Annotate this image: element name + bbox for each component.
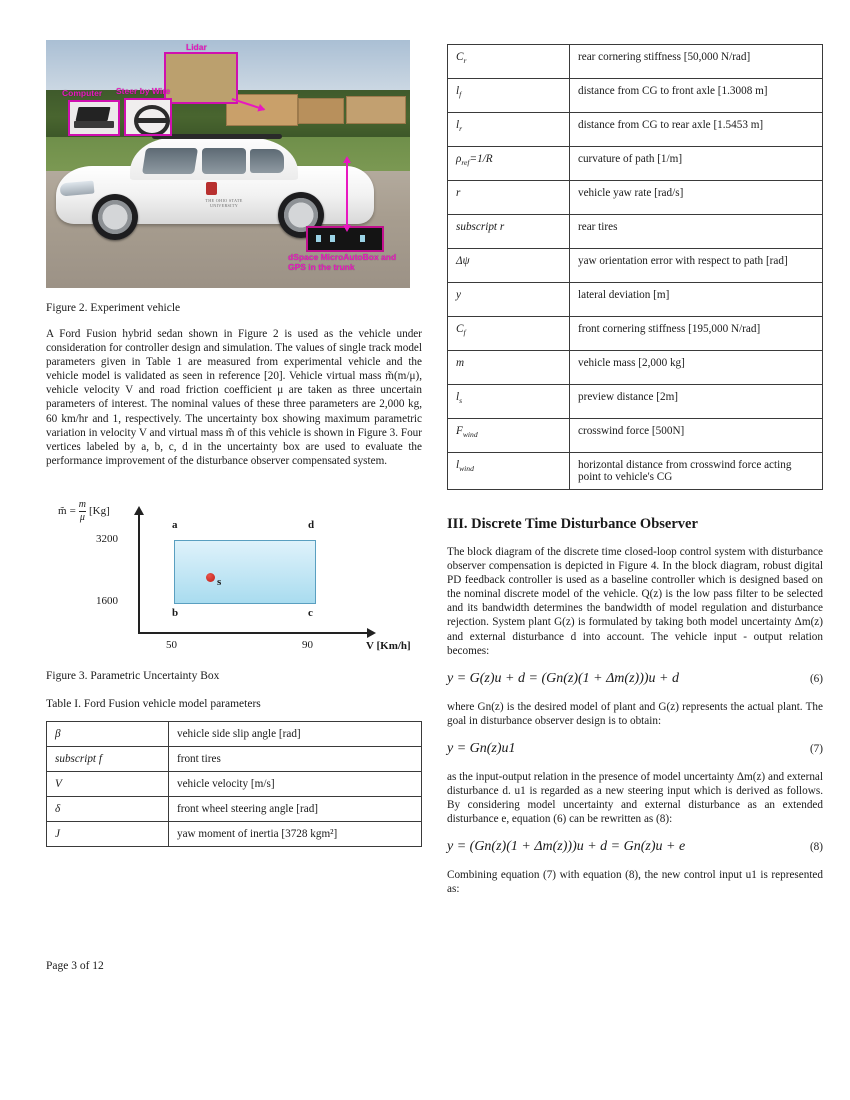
table-row — [448, 45, 823, 79]
parameter-symbol — [448, 147, 570, 181]
parameter-symbol — [448, 249, 570, 283]
parameter-description: rear tires — [570, 215, 823, 249]
equation-7-body: y = Gn(z)u1 — [447, 740, 516, 756]
parameter-symbol — [448, 419, 570, 453]
section-paragraph-3: as the input-output relation in the presence of model uncertainty Δm(z) and external disturbance d. u1 is regarded as a new steering input which is derived as follows. By considering model uncertainty and external disturbance as an extended disturbance e, equation (6) can be rewritten as (8): — [447, 770, 823, 826]
y-axis-symbol: m̃ — [58, 505, 67, 518]
table-row — [448, 283, 823, 317]
table-row — [47, 821, 422, 846]
parameter-description: horizontal distance from crosswind force acting point to vehicle's CG — [570, 453, 823, 490]
table-row — [448, 385, 823, 419]
label-steer-by-wire: Steer by Wire — [116, 86, 171, 96]
car-window-mid — [202, 148, 246, 174]
laptop-screen — [76, 107, 111, 121]
right-column — [447, 40, 823, 897]
symbol-base: y — [456, 289, 461, 301]
equation-8 — [447, 839, 823, 855]
label-lidar: Lidar — [186, 42, 207, 52]
table-1-body — [47, 721, 422, 846]
left-body-paragraph: A Ford Fusion hybrid sedan shown in Figure 2 is used as the vehicle under consideration for controller design and simulation. The values of single track model parameters given in Table 1 are measured from experimental vehicle and the vehicle model is validated as seen in reference [20]. Vehicle virtual mass m̃(m/μ), vehicle velocity V and road friction coefficient μ are taken as three uncertain parameters of interest. The nominal values of these three parameters are 2,000 kg, 60 km/hr and 1, respectively. The uncertainty box showing maximum parametric variation in velocity V and virtual mass m̃ of this vehicle is shown in Figure 3. Four vertices labeled by a, b, c, d in the uncertainty box are used to evaluate the performance improvement of the disturbance observer compensated system. — [46, 328, 422, 467]
x-tick-90: 90 — [302, 638, 313, 651]
equation-6-number: (6) — [809, 672, 823, 685]
left-column — [46, 40, 422, 847]
symbol-subscript: f — [459, 90, 462, 100]
vehicle-decal-text: THE OHIO STATE UNIVERSITY — [205, 198, 243, 208]
autobox-led-3 — [360, 235, 365, 242]
symbol-base: C — [456, 323, 464, 335]
front-wheel — [92, 194, 138, 240]
table-row — [448, 249, 823, 283]
parameter-description: front wheel steering angle [rad] — [169, 796, 422, 821]
parameter-symbol: V — [47, 771, 169, 796]
parameter-description: front cornering stiffness [195,000 N/rad] — [570, 317, 823, 351]
section-paragraph-1: The block diagram of the discrete time closed-loop control system with disturbance observer compensation is depicted in Figure 4. In the block diagram, robust digital PD feedback controller is used as a baseline controller which is designed based on the nominal discrete model of the vehicle. Q(z) is the low pass filter to be selected and its bandwidth determines the bandwidth of model regulation and disturbance rejection. System plant G(z) is formulated by taking both model uncertainty Δm(z) and external disturbance d into account. The vehicle input - output relation becomes: — [447, 546, 823, 657]
table-row — [47, 771, 422, 796]
symbol-base: Δψ — [456, 255, 470, 267]
parameter-description: yaw moment of inertia [3728 kgm²] — [169, 821, 422, 846]
x-tick-50: 50 — [166, 638, 177, 651]
y-axis-unit: [Kg] — [89, 505, 110, 518]
parameter-description: vehicle yaw rate [rad/s] — [570, 181, 823, 215]
symbol-subscript: wind — [462, 430, 478, 440]
table-1-caption: Table I. Ford Fusion vehicle model parameters — [46, 697, 261, 710]
parameter-description: distance from CG to rear axle [1.5453 m] — [570, 113, 823, 147]
y-axis-equals: = — [69, 505, 76, 518]
parameter-description: curvature of path [1/m] — [570, 147, 823, 181]
parameter-symbol: subscript f — [47, 746, 169, 771]
equation-7-number: (7) — [809, 742, 823, 755]
page-footer: Page 3 of 12 — [46, 960, 104, 972]
parameter-description: yaw orientation error with respect to path [rad] — [570, 249, 823, 283]
vertex-label-c: c — [308, 606, 313, 619]
figure-2-caption: Figure 2. Experiment vehicle — [46, 302, 181, 314]
parameter-description: preview distance [2m] — [570, 385, 823, 419]
autobox-led-2 — [330, 235, 335, 242]
nominal-point-marker — [206, 573, 215, 582]
y-axis-denominator: μ — [79, 511, 85, 523]
symbol-base: r — [456, 187, 461, 199]
parameter-description: vehicle velocity [m/s] — [169, 771, 422, 796]
parameter-symbol — [448, 351, 570, 385]
parameter-symbol — [448, 79, 570, 113]
symbol-base: m — [456, 357, 465, 369]
parameter-symbol: J — [47, 821, 169, 846]
table-row — [47, 796, 422, 821]
symbol-base: l — [456, 85, 460, 97]
parameter-symbol — [448, 317, 570, 351]
table-row — [448, 419, 823, 453]
y-tick-3200: 3200 — [96, 532, 118, 545]
parameter-symbol — [448, 283, 570, 317]
section-paragraph-2: where Gn(z) is the desired model of plant and G(z) represents the actual plant. The goal in disturbance observer design is to obtain: — [447, 700, 823, 727]
table-row — [448, 113, 823, 147]
figure-3-y-axis-label — [58, 500, 110, 523]
parameter-symbol — [448, 385, 570, 419]
label-computer: Computer — [62, 88, 103, 98]
x-axis-line — [138, 632, 368, 634]
parameter-symbol — [448, 45, 570, 79]
parameter-description: distance from CG to front axle [1.3008 m] — [570, 79, 823, 113]
table-row — [448, 215, 823, 249]
autobox-led-1 — [316, 235, 321, 242]
car-window-front — [142, 148, 198, 174]
symbol-subscript: ref — [461, 158, 470, 168]
table-row — [47, 746, 422, 771]
parameter-description: crosswind force [500N] — [570, 419, 823, 453]
parameter-symbol: β — [47, 721, 169, 746]
building-3 — [346, 96, 406, 124]
osu-logo — [206, 182, 217, 195]
table-row — [448, 147, 823, 181]
parameter-symbol: subscript r — [448, 215, 570, 249]
figure-2-photo — [46, 40, 410, 288]
symbol-subscript: wind — [459, 464, 474, 474]
y-tick-1600: 1600 — [96, 594, 118, 607]
table-row — [448, 79, 823, 113]
parameter-description: rear cornering stiffness [50,000 N/rad] — [570, 45, 823, 79]
symbol-base: C — [456, 51, 464, 63]
parameter-description: lateral deviation [m] — [570, 283, 823, 317]
parameter-description: vehicle side slip angle [rad] — [169, 721, 422, 746]
uncertainty-box-region — [174, 540, 316, 604]
parameter-description: vehicle mass [2,000 kg] — [570, 351, 823, 385]
lidar-callout — [164, 52, 238, 104]
vertex-label-d: d — [308, 518, 315, 531]
symbol-subscript: r — [463, 56, 467, 66]
equation-7 — [447, 741, 823, 757]
y-axis-line — [138, 514, 140, 634]
symbol-subscript: s — [459, 396, 463, 406]
parameter-symbol: δ — [47, 796, 169, 821]
table-row — [47, 721, 422, 746]
parameter-symbol — [448, 181, 570, 215]
equation-6 — [447, 671, 823, 687]
parameter-symbol — [448, 113, 570, 147]
parameter-symbol — [448, 453, 570, 490]
table-row — [448, 317, 823, 351]
point-label-s: s — [217, 575, 222, 588]
y-axis-numerator: m — [78, 498, 87, 510]
table-row — [448, 453, 823, 490]
section-heading: III. Discrete Time Disturbance Observer — [447, 516, 698, 532]
table-parameters-continued — [447, 44, 823, 490]
table-right-body — [448, 45, 823, 490]
equation-8-body: y = (Gn(z)(1 + Δm(z)))u + d = Gn(z)u + e — [447, 839, 686, 855]
table-row — [448, 351, 823, 385]
computer-callout — [68, 100, 120, 136]
section-paragraph-4: Combining equation (7) with equation (8), the new control input u1 is represented as: — [447, 869, 823, 896]
x-axis-label: V [Km/h] — [366, 639, 411, 652]
equation-6-body: y = G(z)u + d = (Gn(z)(1 + Δm(z)))u + d — [447, 670, 679, 686]
label-trunk-equipment: dSpace MicroAutoBox and GPS in the trunk — [288, 252, 397, 272]
symbol-base: l — [456, 391, 460, 403]
symbol-base: ρ — [456, 153, 462, 165]
table-row — [448, 181, 823, 215]
y-axis-fraction — [79, 500, 86, 523]
laptop-base — [74, 121, 114, 128]
parameter-description: front tires — [169, 746, 422, 771]
trunk-pointer-arrow — [346, 162, 348, 226]
steering-wheel-callout — [124, 98, 172, 136]
vertex-label-a: a — [172, 518, 178, 531]
car-window-rear — [250, 149, 284, 173]
symbol-suffix: =1/R — [469, 153, 493, 165]
vertex-label-b: b — [172, 606, 179, 619]
symbol-base: l — [456, 119, 460, 131]
symbol-subscript: f — [463, 328, 466, 338]
symbol-base: F — [456, 425, 463, 437]
steering-wheel-icon — [134, 105, 170, 136]
table-1-parameters — [46, 721, 422, 847]
figure-3-caption: Figure 3. Parametric Uncertainty Box — [46, 669, 220, 682]
symbol-subscript: r — [459, 124, 463, 134]
symbol-base: l — [456, 459, 460, 471]
equation-8-number: (8) — [809, 841, 823, 854]
figure-3-uncertainty-box — [46, 492, 422, 660]
building-2 — [298, 98, 344, 124]
